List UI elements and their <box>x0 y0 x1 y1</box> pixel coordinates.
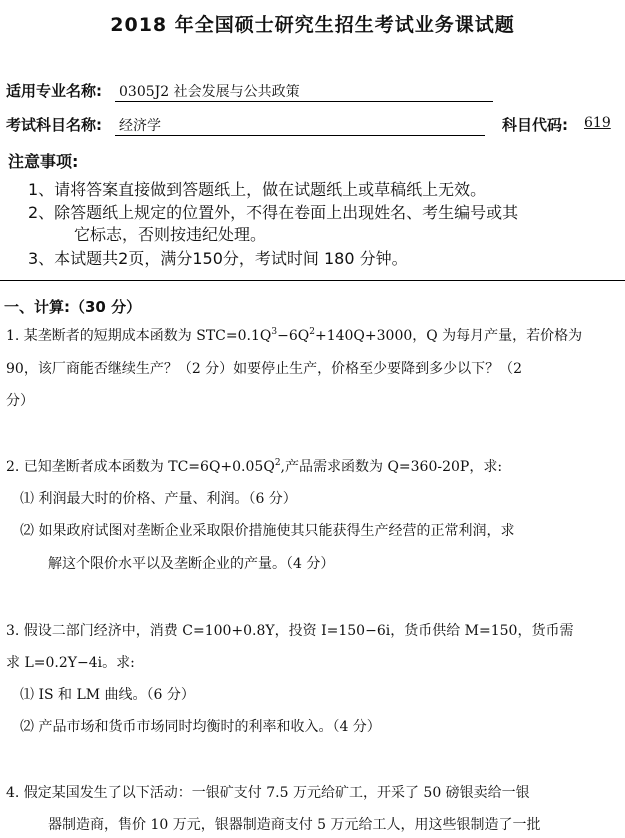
notice-item-2: 2、除答题纸上规定的位置外，不得在卷面上出现姓名、考生编号或其 <box>28 203 519 222</box>
code-label: 科目代码: <box>502 116 568 134</box>
notice-item-2-cont: 它标志，否则按违纪处理。 <box>74 225 267 244</box>
q3-line-1: 3. 假设二部门经济中，消费 C=100+0.8Y，投资 I=150−6i，货币供给 M=150，货币需 <box>6 623 574 639</box>
q1-line-2: 90，该厂商能否继续生产？（2 分）如要停止生产，价格至少要降到多少以下？（2 <box>6 361 523 377</box>
q2-sub-2-line-1: ⑵ 如果政府试图对垄断企业采取限价措施使其只能获得生产经营的正常利润，求 <box>20 523 515 539</box>
q2-sub-1: ⑴ 利润最大时的价格、产量、利润。（6 分） <box>20 491 297 507</box>
code-value: 619 <box>584 115 611 131</box>
subject-underline <box>115 135 485 136</box>
section-heading: 一、计算:（30 分） <box>4 298 142 316</box>
major-underline <box>115 101 493 102</box>
q3-sub-2: ⑵ 产品市场和货币市场同时均衡时的利率和收入。（4 分） <box>20 719 381 735</box>
subject-value: 经济学 <box>119 118 161 134</box>
q1-line-1: 1. 某垄断者的短期成本函数为 $STC=0.1Q^3-6Q^2+140Q+3000$，Q 为每月产量，若价格为 <box>6 327 583 344</box>
q4-line-1: 4. 假定某国发生了以下活动：一银矿支付 7.5 万元给矿工，开采了 50 磅银卖给一银 <box>6 785 530 801</box>
section-divider <box>0 280 625 281</box>
q2-line-1: 2. 已知垄断者成本函数为 $TC=6Q+0.05Q^2$,产品需求函数为 Q=360-20P，求: <box>6 458 503 475</box>
major-value: 0305J2 社会发展与公共政策 <box>119 84 300 100</box>
q3-line-2: 求 L=0.2Y−4i。求: <box>6 655 135 671</box>
q2-sub-2-line-2: 解这个限价水平以及垄断企业的产量。（4 分） <box>48 556 335 572</box>
notice-item-1: 1、请将答案直接做到答题纸上，做在试题纸上或草稿纸上无效。 <box>28 180 487 199</box>
subject-label: 考试科目名称: <box>6 116 102 134</box>
q4-line-2: 器制造商，售价 10 万元，银器制造商支付 5 万元给工人，用这些银制造了一批 <box>48 817 541 833</box>
notice-heading: 注意事项: <box>8 152 79 171</box>
exam-title: 2018 年全国硕士研究生招生考试业务课试题 <box>110 14 515 36</box>
major-label: 适用专业名称: <box>6 82 102 100</box>
q1-line-3: 分） <box>6 393 34 409</box>
notice-item-3: 3、本试题共2页，满分150分，考试时间 180 分钟。 <box>28 249 408 268</box>
q3-sub-1: ⑴ IS 和 LM 曲线。（6 分） <box>20 687 195 703</box>
